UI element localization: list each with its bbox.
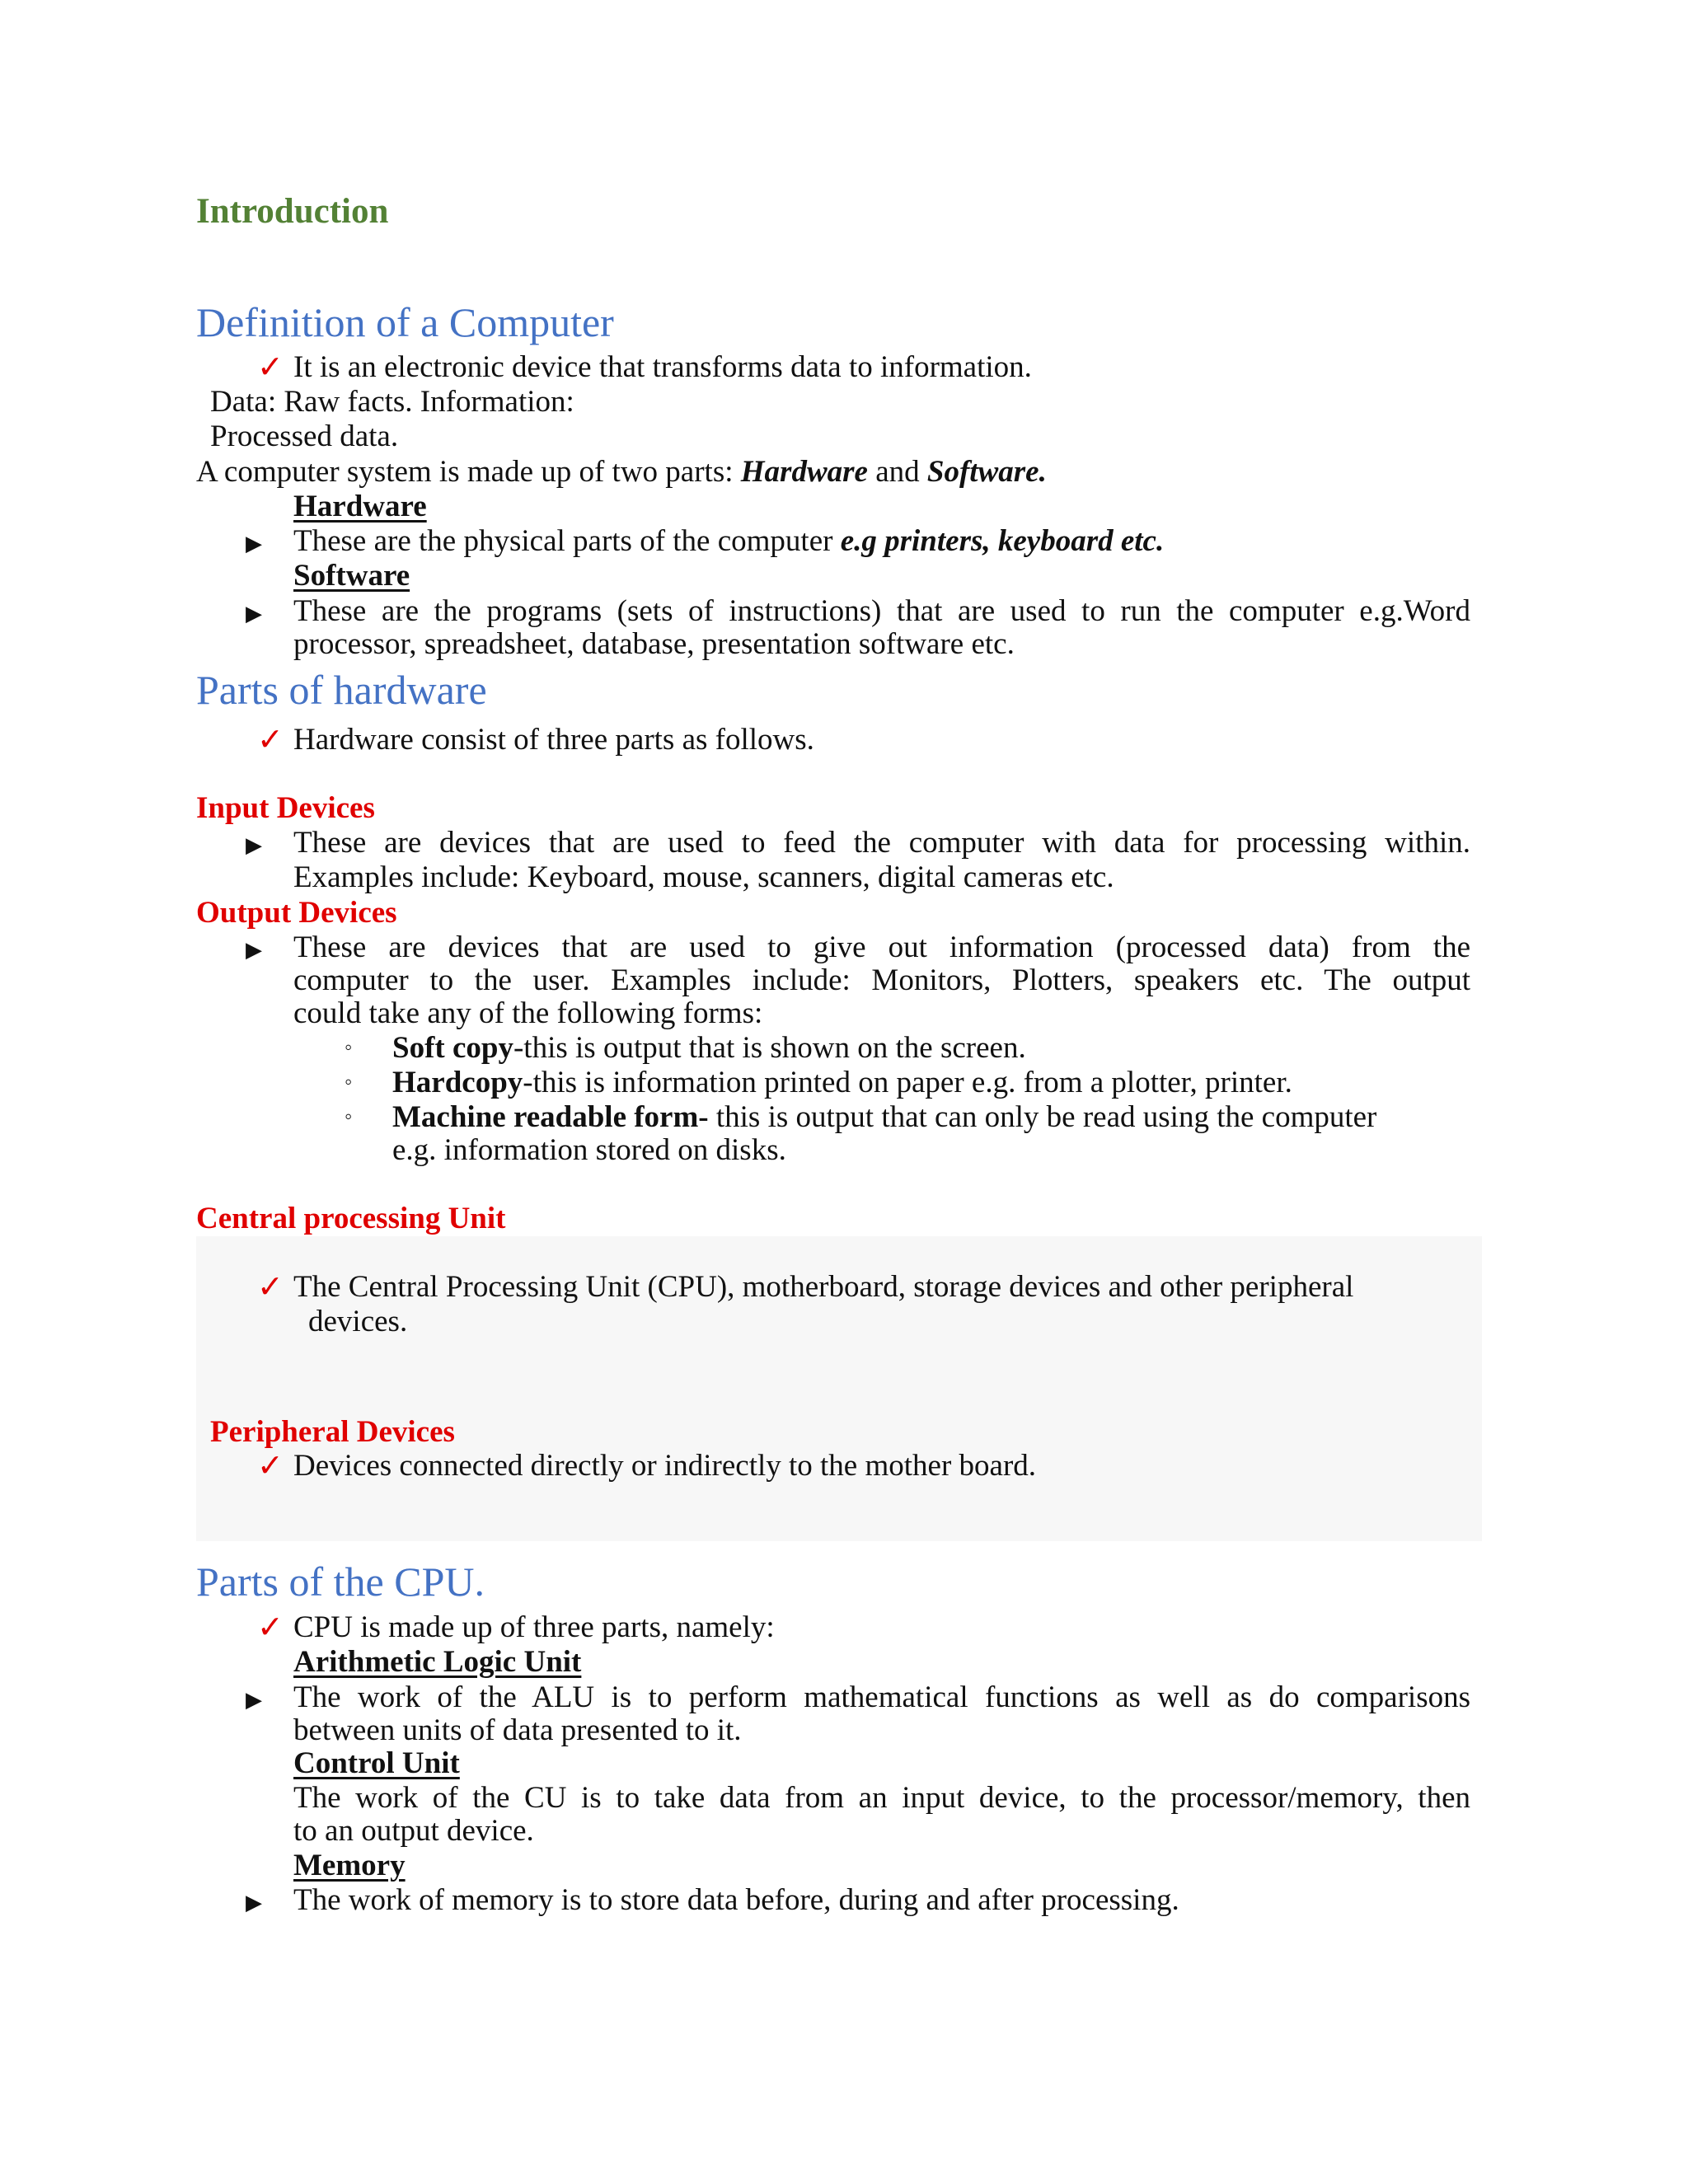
cpu-parts-title: Parts of the CPU. (196, 1558, 485, 1605)
cu-line-2: to an output device. (293, 1814, 534, 1848)
form-description: -this is output that is shown on the screen. (513, 1031, 1026, 1065)
cpu-heading: Central processing Unit (196, 1202, 506, 1235)
parts-hardware-title: Parts of hardware (196, 667, 487, 713)
check-icon: ✓ (257, 1270, 284, 1305)
triangle-bullet-icon: ▶ (246, 602, 262, 626)
output-form-3 (392, 1100, 1376, 1135)
definition-title: Definition of a Computer (196, 299, 614, 345)
parts-hardware-point: Hardware consist of three parts as follows. (293, 723, 814, 757)
cpu-parts-point: CPU is made up of three parts, namely: (293, 1610, 775, 1644)
form-term: Machine readable form- (392, 1100, 709, 1134)
hardware-heading: Hardware (293, 490, 427, 523)
circle-bullet-icon: ◦ (345, 1104, 353, 1128)
definition-point: It is an electronic device that transforms data to information. (293, 350, 1032, 384)
alu-heading: Arithmetic Logic Unit (293, 1645, 582, 1679)
output-form-1 (392, 1031, 1026, 1066)
intro-heading: Introduction (196, 192, 389, 231)
alu-line-2: between units of data presented to it. (293, 1713, 742, 1747)
triangle-bullet-icon: ▶ (246, 938, 262, 962)
definition-line-1: Data: Raw facts. Information: (210, 385, 574, 419)
circle-bullet-icon: ◦ (345, 1035, 353, 1059)
triangle-bullet-icon: ▶ (246, 1891, 262, 1915)
parts-and: and (867, 455, 927, 489)
input-line-2: Examples include: Keyboard, mouse, scanners, digital cameras etc. (293, 860, 1114, 894)
input-devices-heading: Input Devices (196, 791, 375, 825)
cu-line-1: The work of the CU is to take data from an input device, to the processor/memory, then (293, 1781, 1470, 1815)
circle-bullet-icon: ◦ (345, 1070, 353, 1094)
alu-line-1: The work of the ALU is to perform mathematical functions as well as do comparisons (293, 1680, 1470, 1714)
hardware-text-prefix: These are the physical parts of the computer (293, 524, 841, 558)
form-term: Soft copy (392, 1031, 513, 1065)
triangle-bullet-icon: ▶ (246, 1688, 262, 1712)
definition-parts (196, 455, 1047, 490)
software-heading: Software (293, 559, 410, 593)
output-line-1: These are devices that are used to give out information (processed data) from the (293, 930, 1470, 964)
input-line-1: These are devices that are used to feed the computer with data for processing within. (293, 826, 1470, 860)
check-icon: ✓ (257, 723, 284, 757)
peripheral-point: Devices connected directly or indirectly to the mother board. (293, 1449, 1037, 1483)
output-devices-heading: Output Devices (196, 896, 397, 930)
output-line-2: computer to the user. Examples include: Monitors, Plotters, speakers etc. The output (293, 963, 1470, 997)
peripheral-heading: Peripheral Devices (210, 1415, 455, 1449)
parts-software: Software. (926, 455, 1047, 489)
cu-heading: Control Unit (293, 1746, 460, 1780)
memory-heading: Memory (293, 1849, 406, 1882)
hardware-examples: e.g printers, keyboard etc. (840, 524, 1165, 558)
output-line-3: could take any of the following forms: (293, 996, 763, 1030)
memory-line-1: The work of memory is to store data before, during and after processing. (293, 1883, 1179, 1917)
output-form-3-line-2: e.g. information stored on disks. (392, 1133, 786, 1167)
hardware-text (293, 524, 1164, 559)
form-description: this is output that can only be read using the computer (708, 1100, 1377, 1134)
parts-hardware: Hardware (740, 455, 868, 489)
definition-line-2: Processed data. (210, 419, 399, 453)
triangle-bullet-icon: ▶ (246, 833, 262, 857)
check-icon: ✓ (257, 1449, 284, 1483)
cpu-line-1: The Central Processing Unit (CPU), motherboard, storage devices and other peripheral (293, 1270, 1354, 1304)
output-form-2 (392, 1066, 1292, 1100)
triangle-bullet-icon: ▶ (246, 532, 262, 555)
software-line-1: These are the programs (sets of instructions) that are used to run the computer e.g.Word (293, 594, 1470, 628)
form-description: -this is information printed on paper e.g. from a plotter, printer. (523, 1066, 1292, 1099)
form-term: Hardcopy (392, 1066, 523, 1099)
cpu-line-2: devices. (308, 1305, 408, 1338)
check-icon: ✓ (257, 350, 284, 385)
check-icon: ✓ (257, 1610, 284, 1645)
parts-prefix: A computer system is made up of two parts: (196, 455, 741, 489)
software-line-2: processor, spreadsheet, database, presentation software etc. (293, 627, 1015, 661)
